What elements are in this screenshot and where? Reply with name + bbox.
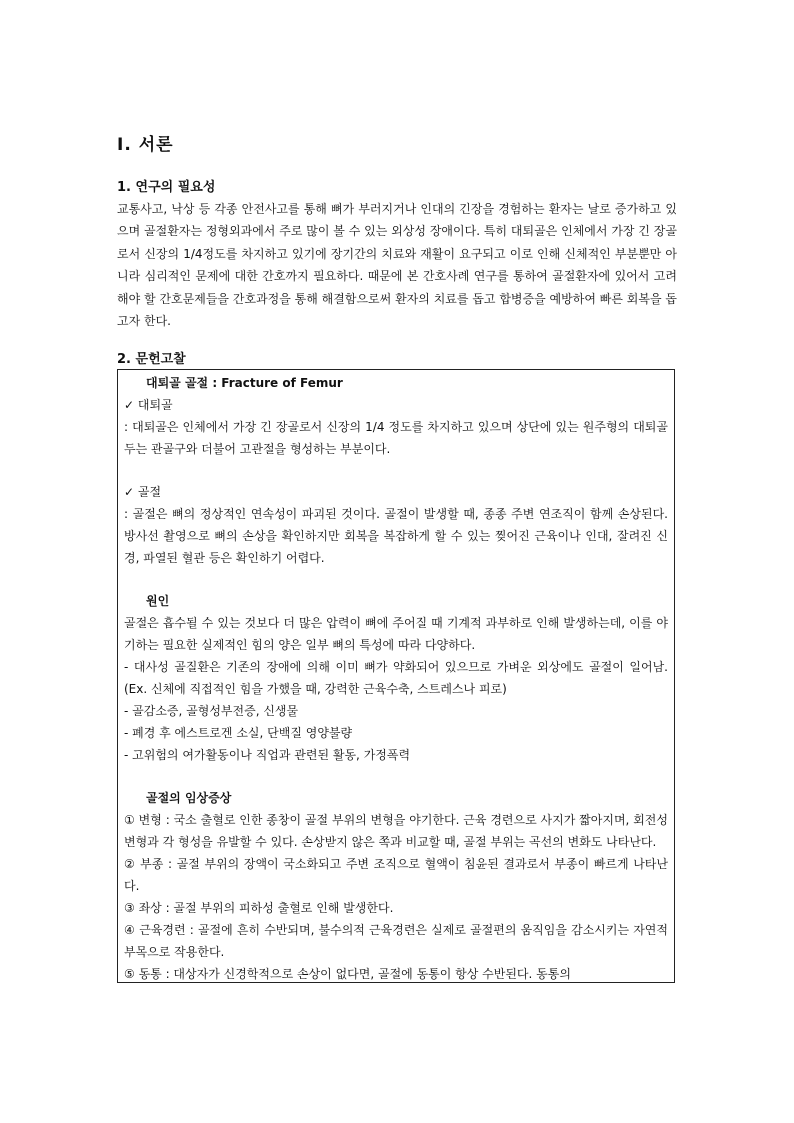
- cause-item: - 고위험의 여가활동이나 직업과 관련된 활동, 가정폭력: [124, 748, 411, 762]
- fracture-text: : 골절은 뼈의 정상적인 연속성이 파괴된 것이다. 골절이 발생할 때, 종종 주변 연조직이 함께 손상된다. 방사선 촬영으로 뼈의 손상을 확인하지만 회복을 복잡하게 할 수 있는 찢어진 근육이나 인대, 잘려진 신경, 파열된 혈관 등은 확인하기 어렵다.: [124, 507, 668, 565]
- femur-text: : 대퇴골은 인체에서 가장 긴 장골로서 신장의 1/4 정도를 차지하고 있으며 상단에 있는 원주형의 대퇴골두는 관골구와 더불어 고관절을 형성하는 부분이다.: [124, 420, 668, 456]
- symptom-item: ② 부종 : 골절 부위의 장액이 국소화되고 주변 조직으로 혈액이 침윤된 결과로서 부종이 빠르게 나타난다.: [124, 857, 668, 893]
- cause-item: - 대사성 골질환은 기존의 장애에 의해 이미 뼈가 약화되어 있으므로 가벼운 외상에도 골절이 일어남. (Ex. 신체에 직접적인 힘을 가했을 때, 강력한 근육수축, 스트레스나 피로): [124, 660, 668, 696]
- section-1-paragraph: 교통사고, 낙상 등 각종 안전사고를 통해 뼈가 부러지거나 인대의 긴장을 경험하는 환자는 날로 증가하고 있으며 골절환자는 정형외과에서 주로 많이 볼 수 있는 외상성 장애이다. 특히 대퇴골은 인체에서 가장 긴 장골로서 신장의 1/4정도를 차지하고 있기에 장기간의 치료와 재활이 요구되고 이로 인해 신체적인 부분뿐만 아니라 심리적인 문제에 대한 간호까지 필요하다. 때문에 본 간호사례 연구를 통하여 골절환자에 있어서 고려해야 할 간호문제들을 간호과정을 통해 해결함으로써 환자의 치료를 돕고 합병증을 예방하여 빠른 회복을 돕고자 한다.: [117, 202, 677, 329]
- page-title: I. 서론: [117, 135, 174, 155]
- cause-heading: 원인: [146, 594, 170, 608]
- symptom-item: ⑤ 동통 : 대상자가 신경학적으로 손상이 없다면, 골절에 동통이 항상 수반된다. 동통의: [124, 967, 571, 981]
- section-2-heading: 2. 문헌고찰: [117, 352, 186, 367]
- symptom-item: ① 변형 : 국소 출혈로 인한 종창이 골절 부위의 변형을 야기한다. 근육 경련으로 사지가 짧아지며, 회전성 변형과 각 형성을 유발할 수 있다. 손상받지 않은 쪽과 비교할 때, 골절 부위는 곡선의 변화도 나타난다.: [124, 813, 668, 849]
- box-title: 대퇴골 골절 : Fracture of Femur: [146, 376, 343, 390]
- cause-text: 골절은 흡수될 수 있는 것보다 더 많은 압력이 뼈에 주어질 때 기계적 과부하로 인해 발생하는데, 이를 야기하는 필요한 실제적인 힘의 양은 일부 뼈의 특성에 따라 다양하다.: [124, 616, 668, 652]
- fracture-label: ✓ 골절: [124, 485, 162, 499]
- literature-review-box: [117, 369, 675, 983]
- femur-label: ✓ 대퇴골: [124, 398, 173, 412]
- symptom-item: ③ 좌상 : 골절 부위의 피하성 출혈로 인해 발생한다.: [124, 901, 394, 915]
- cause-item: - 폐경 후 에스트로겐 소실, 단백질 영양불량: [124, 726, 353, 740]
- section-1-heading: 1. 연구의 필요성: [117, 180, 216, 195]
- symptom-heading: 골절의 임상증상: [146, 791, 232, 805]
- symptom-item: ④ 근육경련 : 골절에 흔히 수반되며, 불수의적 근육경련은 실제로 골절편의 움직임을 감소시키는 자연적 부목으로 작용한다.: [124, 923, 668, 959]
- cause-item: - 골감소증, 골형성부전증, 신생물: [124, 704, 299, 718]
